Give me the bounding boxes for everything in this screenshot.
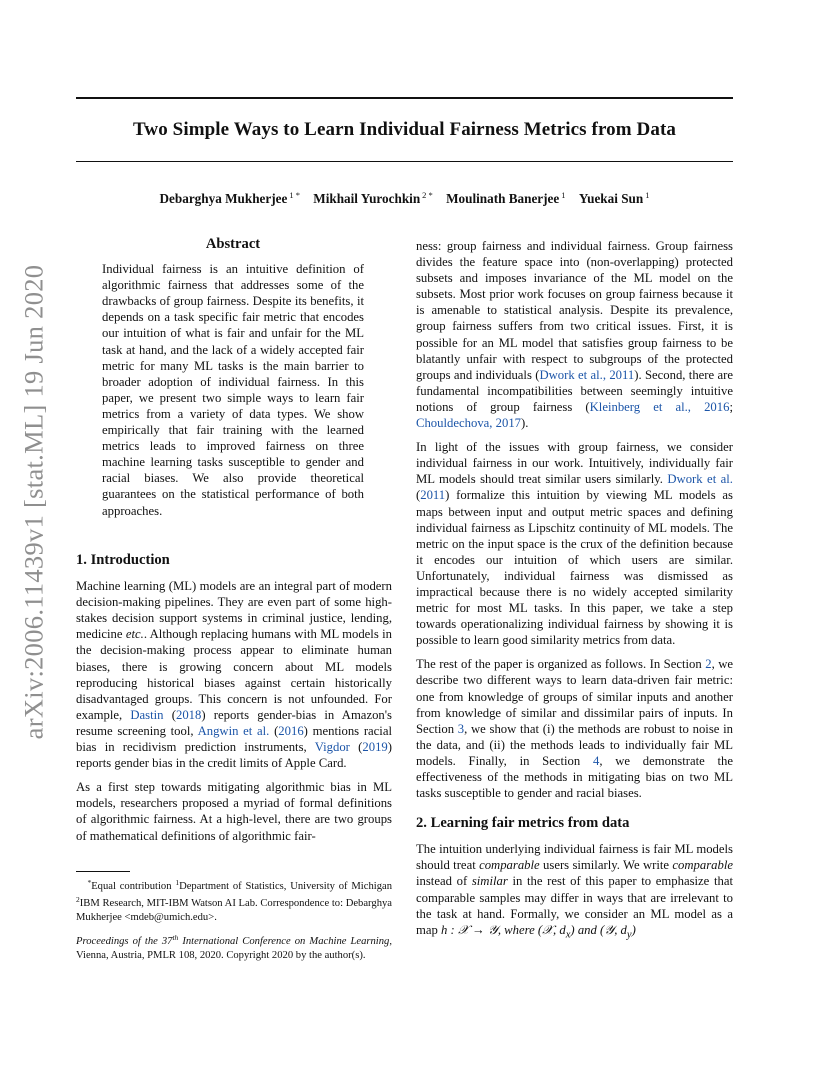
text-run: Department of Statistics, University of Michigan	[179, 881, 392, 892]
text-run: in the rest of this paper to emphasize that comparable samples may differ in ways that are irrelevant to the task at hand. Formally, we consider an ML model as a map	[416, 874, 733, 937]
text-run-italic: International Conference on Machine Learning	[178, 936, 390, 947]
citation-link[interactable]: 2018	[175, 707, 202, 722]
arxiv-stamp	[10, 256, 58, 748]
author	[160, 191, 300, 206]
author	[313, 191, 433, 206]
text-run: . Although replacing humans with ML models in the decision-making process appear to eliminate human biases, there is growing concern about ML models reproducing historical biases against certain historically disadvantaged groups. This concern is not unfounded. For example,	[76, 627, 392, 722]
text-run: ). Second, there are fundamental incompatibilities between seemingly intuitive notions of group fairness (	[416, 367, 733, 414]
text-run: ).	[521, 416, 529, 431]
citation-link[interactable]: Chouldechova, 2017	[416, 416, 522, 431]
author-name: Yuekai Sun	[578, 191, 644, 206]
author-affiliation: 1	[645, 190, 650, 200]
author-affiliation: 1	[561, 190, 566, 200]
math-inline: h : 𝒳 → 𝒴, where (𝒳, d	[441, 922, 566, 937]
section-heading-learning-fair-metrics: 2. Learning fair metrics from data	[416, 815, 630, 832]
citation-link[interactable]: 2011	[420, 488, 446, 503]
text-run-italic: similar	[471, 874, 508, 889]
text-run-italic: comparable	[672, 858, 733, 873]
text-run: (	[349, 740, 363, 755]
intro-paragraph-2: As a first step towards mitigating algorithmic bias in ML models, researchers proposed a myriad of formal definitions of algorithmic fairness. At a high-level, there are two groups of mathematical definitions of algorithmic fair-	[76, 780, 392, 843]
intro-paragraph-3	[416, 439, 733, 648]
author	[446, 191, 565, 206]
left-column	[76, 552, 392, 844]
text-run: ;	[729, 399, 733, 414]
title-bottom-rule	[76, 161, 733, 162]
section2-paragraph-1	[416, 841, 733, 943]
text-run: , Vienna, Austria, PMLR 108, 2020. Copyright 2020 by the author(s).	[76, 936, 392, 961]
citation-link[interactable]: Dastin	[130, 707, 164, 722]
text-run: In light of the issues with group fairness, we consider individual fairness in our work. Intuitively, individually fair ML models should treat similar users similarly.	[416, 440, 733, 487]
proceedings-note	[76, 931, 392, 962]
author-name: Moulinath Banerjee	[446, 191, 560, 206]
text-run: IBM Research, MIT-IBM Watson AI Lab. Correspondence to: Debarghya Mukherjee <mdeb@umich.edu>.	[76, 898, 392, 923]
footnote-rule	[76, 871, 130, 872]
text-run: instead of	[416, 874, 472, 889]
text-run: users similarly. We write	[539, 858, 673, 873]
text-run: ness: group fairness and individual fairness. Group fairness divides the feature space into (non-overlapping) protected subsets and imposes invariance of the ML model on the subsets. Most prior work focuses on group fairness because it is amenable to statistical analysis. Despite its prevalence, group fairness suffers from two critical issues. First, it is possible for an ML model that satisfies group fairness to be blatantly unfair with respect to subgroups of the protected groups and individuals (	[416, 239, 733, 382]
text-run-italic: etc.	[125, 627, 144, 642]
citation-link[interactable]: Vigdor	[314, 740, 350, 755]
text-run-italic: Proceedings of the	[76, 936, 162, 947]
text-run: , we describe two different ways to learn data-driven fair metric: one from knowledge of groups of similar inputs and another from knowledge of similar and dissimilar pairs of inputs. In Section	[416, 657, 734, 736]
text-run: , we show that (i) the methods are robust to noise in the data, and (ii) the methods leads to individually fair ML models. Finally, in Section	[416, 721, 733, 768]
text-run: Machine learning (ML) models are an integral part of modern decision-making pipelines. They are even part of some high-stakes decision support systems in criminal justice, lending, medicine	[76, 579, 392, 642]
text-run: Equal contribution	[91, 881, 176, 892]
citation-link[interactable]: Kleinberg et al., 2016	[589, 399, 730, 414]
author-list	[76, 190, 733, 207]
text-run: ) mentions racial bias in recidivism prediction instruments,	[76, 723, 392, 755]
text-run: (	[269, 723, 279, 738]
right-column	[416, 238, 733, 943]
citation-link[interactable]: Dwork et al.	[667, 472, 733, 487]
author	[579, 191, 650, 206]
footnote-marker: 1	[175, 878, 180, 887]
math-inline: )	[631, 922, 636, 937]
intro-paragraph-2-continued	[416, 238, 733, 431]
author-name: Mikhail Yurochkin	[313, 191, 421, 206]
footnote-marker: 2	[76, 895, 80, 905]
title-top-rule	[76, 97, 733, 99]
citation-link[interactable]: Dwork et al., 2011	[539, 367, 635, 382]
section-ref-link[interactable]: 3	[457, 721, 465, 736]
text-run: ) formalize this intuition by viewing ML models as maps between input and output metric spaces and defining individual fairness as Lipschitz continuity of ML models. The metric on the input space is the crux of the definition because it encodes our intuition of which users are similar. Unfortunately, individual fairness was dismissed as impractical because there is no widely accepted similarity metric for most ML tasks. In this paper, we take a step towards operationalizing individual fairness by showing it is possible to learn good similarity metrics from data.	[416, 488, 733, 648]
footnote-marker: *	[87, 878, 92, 887]
citation-link[interactable]: Angwin et al.	[197, 723, 270, 738]
text-run-italic: th	[172, 933, 179, 942]
math-subscript: y	[626, 929, 632, 941]
arxiv-stamp-text: arXiv:2006.11439v1 [stat.ML] 19 Jun 2020	[18, 264, 49, 740]
math-inline: ) and (𝒴, d	[570, 922, 627, 937]
abstract-heading: Abstract	[205, 236, 261, 252]
math-subscript: x	[565, 929, 571, 941]
abstract	[102, 236, 364, 519]
text-run: ) reports gender bias in the credit limits of Apple Card.	[76, 740, 392, 771]
intro-paragraph-1	[76, 578, 392, 771]
author-affiliation: 1 *	[289, 190, 300, 200]
text-run: (	[416, 488, 421, 503]
text-run: The intuition underlying individual fairness is fair ML models should treat	[416, 842, 733, 873]
text-run-italic: 37	[161, 936, 173, 947]
section-ref-link[interactable]: 4	[592, 753, 600, 768]
paper-title: Two Simple Ways to Learn Individual Fairness Metrics from Data	[133, 119, 676, 140]
text-run: ) reports gender-bias in Amazon's resume screening tool,	[76, 707, 392, 738]
section-heading-introduction: 1. Introduction	[76, 552, 170, 568]
citation-link[interactable]: 2019	[362, 740, 388, 755]
author-affiliation: 2 *	[422, 190, 433, 200]
footnote	[76, 876, 392, 924]
abstract-text: Individual fairness is an intuitive definition of algorithmic fairness that addresses some of the drawbacks of group fairness. Despite its benefits, it depends on a task specific fair metric that encodes our intuition of what is fair and unfair for the ML task at hand, and the lack of a widely accepted fair metric for many ML tasks is the main barrier to broader adoption of individual fairness. In this paper, we present two simple ways to learn fair metrics from a variety of data types. We show empirically that fair training with the learned metrics leads to improved fairness on three machine learning tasks susceptible to gender and racial biases. We also provide theoretical guarantees on the statistical performance of both approaches.	[102, 262, 364, 518]
text-run: (	[163, 707, 176, 722]
text-run-italic: comparable	[479, 858, 540, 873]
text-run: , we demonstrate the effectiveness of the methods in mitigating bias on two ML tasks susceptible to gender and racial biases.	[416, 753, 733, 801]
section-ref-link[interactable]: 2	[705, 657, 712, 672]
citation-link[interactable]: 2016	[278, 723, 304, 738]
intro-paragraph-4	[416, 656, 733, 801]
text-run: The rest of the paper is organized as follows. In Section	[416, 657, 706, 672]
author-name: Debarghya Mukherjee	[159, 191, 288, 206]
